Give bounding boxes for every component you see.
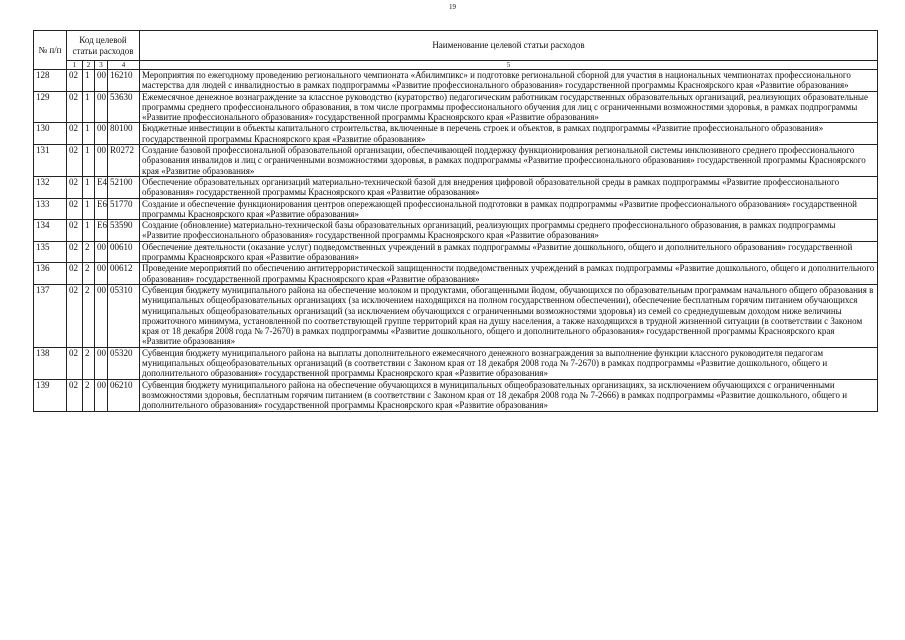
- row-number: 133: [34, 198, 67, 220]
- code-program: 02: [67, 91, 83, 123]
- code-direction: 00: [95, 241, 108, 263]
- table-row: [34, 284, 878, 347]
- row-description: Создание (обновление) материально-технической базы образовательных организаций, реализующих программы среднего профессионального образования, в рамках подпрограммы «Развитие профессионального образования» государственной программы Красноярского края «Развитие образования»: [140, 220, 878, 242]
- row-number: 139: [34, 379, 67, 411]
- table-row: [34, 123, 878, 145]
- table-row: [34, 379, 878, 411]
- code-program: 02: [67, 123, 83, 145]
- code-subprogram: 2: [83, 263, 95, 285]
- table-column-numbers-row: [34, 61, 878, 70]
- row-description: Обеспечение образовательных организаций материально-технической базой для внедрения цифровой образовательной среды в рамках подпрограммы «Развитие профессионального образования» государственной программы Красноярского края «Развитие образования»: [140, 176, 878, 198]
- code-expense: 05320: [108, 347, 140, 379]
- code-direction: E6: [95, 220, 108, 242]
- code-program: 02: [67, 263, 83, 285]
- table-row: [34, 220, 878, 242]
- row-description: Создание и обеспечение функционирования центров опережающей профессиональной подготовки в рамках подпрограммы «Развитие профессионального образования» государственной программы Красноярского края «Развитие образования»: [140, 198, 878, 220]
- code-subprogram: 1: [83, 198, 95, 220]
- code-direction: 00: [95, 70, 108, 92]
- code-program: 02: [67, 347, 83, 379]
- code-direction: 00: [95, 123, 108, 145]
- row-description: Мероприятия по ежегодному проведению регионального чемпионата «Абилимпикс» и подготовке региональной сборной для участия в национальных чемпионатах профессионального мастерства для людей с инвалидностью в рамках подпрограммы «Развитие профессионального образования» государственной программы Красноярского края «Развитие образования»: [140, 70, 878, 92]
- col-number-1: 1: [67, 61, 83, 70]
- row-number: 135: [34, 241, 67, 263]
- table-row: [34, 70, 878, 92]
- row-description: Бюджетные инвестиции в объекты капитального строительства, включенные в перечень строек и объектов, в рамках подпрограммы «Развитие профессионального образования» государственной программы Красноярского края «Развитие образования»: [140, 123, 878, 145]
- code-expense: 80100: [108, 123, 140, 145]
- table-row: [34, 263, 878, 285]
- row-number: 134: [34, 220, 67, 242]
- code-expense: 16210: [108, 70, 140, 92]
- code-expense: 51770: [108, 198, 140, 220]
- header-name: Наименование целевой статьи расходов: [140, 31, 878, 61]
- code-expense: 52100: [108, 176, 140, 198]
- table-body: [34, 70, 878, 412]
- row-description: Обеспечение деятельности (оказание услуг) подведомственных учреждений в рамках подпрограммы «Развитие дошкольного, общего и дополнительного образования» государственной программы Красноярского края «Развитие образования»: [140, 241, 878, 263]
- row-description: Субвенция бюджету муниципального района на выплаты дополнительного ежемесячного денежного вознаграждения за выполнение функции классного руководителя педагогам муниципальных общеобразовательных организаций (в соответствии с Законом края от 18 декабря 2008 года № 7-2670) в рамках подпрограммы «Развитие дошкольного, общего и дополнительного образования» государственной программы Красноярского края «Развитие образования»: [140, 347, 878, 379]
- code-program: 02: [67, 176, 83, 198]
- code-expense: 53590: [108, 220, 140, 242]
- row-description: Создание базовой профессиональной образовательной организации, обеспечивающей поддержку функционирования региональной системы инклюзивного среднего профессионального образования инвалидов и лиц с ограниченными возможностями здоровья, в рамках подпрограммы «Развитие профессионального образования» государственной программы Красноярского края «Развитие образования»: [140, 145, 878, 177]
- table-row: [34, 145, 878, 177]
- code-direction: 00: [95, 379, 108, 411]
- row-description: Ежемесячное денежное вознаграждение за классное руководство (кураторство) педагогическим работникам государственных образовательных организаций, реализующих образовательные программы среднего профессионального образования, в том числе программы профессионального обучения для лиц с ограниченными возможностями здоровья, в рамках подпрограммы «Развитие профессионального образования» государственной программы Красноярского края «Развитие образования»: [140, 91, 878, 123]
- code-program: 02: [67, 145, 83, 177]
- target-expense-table: [33, 30, 878, 412]
- col-number-2: 2: [83, 61, 95, 70]
- row-description: Субвенция бюджету муниципального района на обеспечение обучающихся в муниципальных общеобразовательных организациях, за исключением обучающихся с ограниченными возможностями здоровья, бесплатным горячим питанием (в соответствии с Законом края от 18 декабря 2008 года № 7-2666) в рамках подпрограммы «Развитие дошкольного, общего и дополнительного образования» государственной программы Красноярского края «Развитие образования»: [140, 379, 878, 411]
- code-subprogram: 2: [83, 241, 95, 263]
- code-subprogram: 1: [83, 220, 95, 242]
- code-direction: E4: [95, 176, 108, 198]
- row-number: 129: [34, 91, 67, 123]
- code-program: 02: [67, 70, 83, 92]
- code-program: 02: [67, 198, 83, 220]
- row-number: 138: [34, 347, 67, 379]
- col-number-3: 3: [95, 61, 108, 70]
- row-number: 132: [34, 176, 67, 198]
- code-subprogram: 1: [83, 176, 95, 198]
- code-subprogram: 2: [83, 347, 95, 379]
- code-direction: 00: [95, 145, 108, 177]
- code-program: 02: [67, 284, 83, 347]
- code-direction: 00: [95, 91, 108, 123]
- row-number: 131: [34, 145, 67, 177]
- code-direction: 00: [95, 284, 108, 347]
- row-number: 128: [34, 70, 67, 92]
- header-num: № п/п: [34, 31, 67, 70]
- code-subprogram: 1: [83, 70, 95, 92]
- code-expense: 06210: [108, 379, 140, 411]
- code-subprogram: 2: [83, 379, 95, 411]
- table-header-row: [34, 31, 878, 61]
- table-row: [34, 91, 878, 123]
- row-description: Субвенция бюджету муниципального района на обеспечение молоком и продуктами, обогащенными йодом, обучающихся по образовательным программам начального общего образования в муниципальных общеобразовательных организациях (за исключением находящихся на полном государственном обеспечении), обеспечение бесплатным горячим питанием обучающихся муниципальных общеобразовательных организаций (за исключением обучающихся с ограниченными возможностями здоровья) из семей со среднедушевым доходом ниже величины прожиточного минимума, установленной по соответствующей группе территорий края на душу населения, а также находящихся в трудной жизненной ситуации (в соответствии с Законом края от 18 декабря 2008 года № 7-2670) в рамках подпрограммы «Развитие дошкольного, общего и дополнительного образования» государственной программы Красноярского края «Развитие образования»: [140, 284, 878, 347]
- row-number: 130: [34, 123, 67, 145]
- row-number: 136: [34, 263, 67, 285]
- code-expense: 05310: [108, 284, 140, 347]
- col-number-5: 5: [140, 61, 878, 70]
- table-row: [34, 347, 878, 379]
- code-subprogram: 1: [83, 145, 95, 177]
- code-subprogram: 2: [83, 284, 95, 347]
- code-expense: 00610: [108, 241, 140, 263]
- row-number: 137: [34, 284, 67, 347]
- code-program: 02: [67, 379, 83, 411]
- code-subprogram: 1: [83, 91, 95, 123]
- code-direction: E6: [95, 198, 108, 220]
- code-subprogram: 1: [83, 123, 95, 145]
- code-direction: 00: [95, 263, 108, 285]
- table-row: [34, 241, 878, 263]
- table-row: [34, 176, 878, 198]
- code-program: 02: [67, 241, 83, 263]
- row-description: Проведение мероприятий по обеспечению антитеррористической защищенности подведомственных учреждений в рамках подпрограммы «Развитие дошкольного, общего и дополнительного образования» государственной программы Красноярского края «Развитие образования»: [140, 263, 878, 285]
- code-program: 02: [67, 220, 83, 242]
- code-direction: 00: [95, 347, 108, 379]
- code-expense: 53630: [108, 91, 140, 123]
- col-number-4: 4: [108, 61, 140, 70]
- code-expense: R0272: [108, 145, 140, 177]
- page-number: 19: [449, 3, 456, 11]
- code-expense: 00612: [108, 263, 140, 285]
- table-row: [34, 198, 878, 220]
- header-code-group: Код целевой статьи расходов: [67, 31, 140, 61]
